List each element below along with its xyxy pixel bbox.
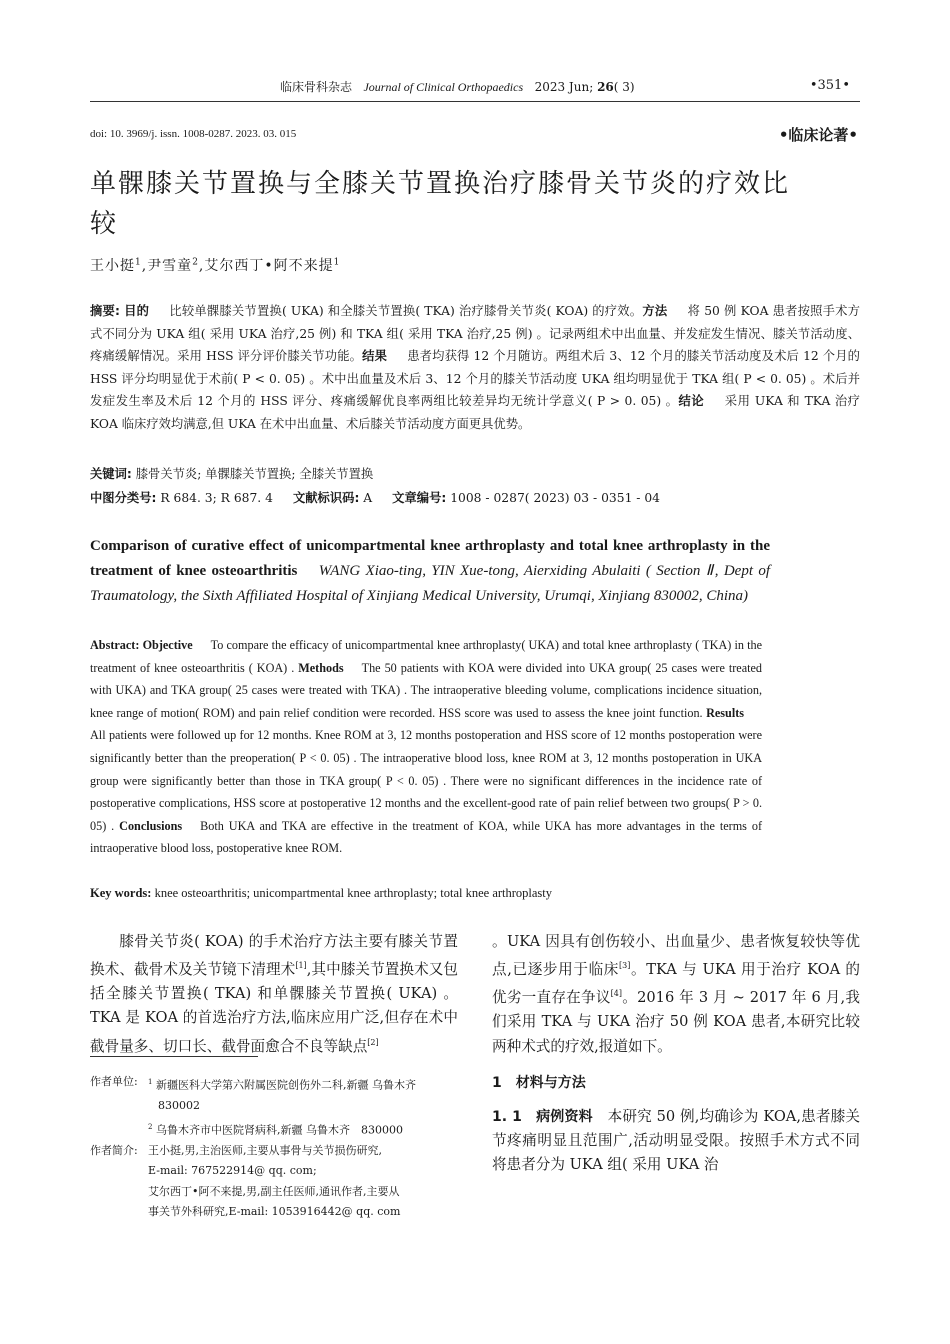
doi: doi: 10. 3969/j. issn. 1008-0287. 2023. 03. 015 [90,128,297,140]
footnote-unit-2 [90,1117,470,1141]
affiliation-mark: 1 [135,257,142,268]
author-name: 王小挺 [90,258,135,274]
intro-text: 。TKA 与 UKA 用于治疗 KOA 的优劣一直存在争议 [492,961,860,1007]
unit-text: 新疆医科大学第六附属医院创伤外二科,新疆 乌鲁木齐 [155,1078,416,1092]
author-email: 事关节外科研究,E-mail: 1053916442@ qq. com [148,1205,401,1219]
results-label-en: Results [706,705,745,720]
body-column-right [492,930,860,1178]
objective-label: 目的 [124,304,150,318]
header-rule [90,101,860,102]
unit-number: 1 [148,1078,153,1086]
authors-en: WANG Xiao-ting, YIN Xue-tong, Aierxiding Abulaiti [318,563,641,579]
doc-code-label: 文献标识码: [292,491,360,505]
body-column-left [90,930,458,1059]
methods-label-en: Methods [298,660,344,675]
abstract-label-en: Abstract: [90,638,140,652]
citation: [4] [610,989,623,999]
citation: [1] [295,961,307,971]
clc-value: R 684. 3; R 687. 4 [160,491,273,505]
abstract-label: 摘要: [90,304,120,318]
running-header [0,78,950,100]
keywords-text-en: knee osteoarthritis; unicompartmental knee arthroplasty; total knee arthroplasty [154,886,553,900]
article-title-en: Comparison of curative effect of unicompartmental knee arthroplasty and total knee arthroplasty in the treatment of knee osteoarthritis [90,538,770,579]
volume: 26 [597,80,614,94]
affiliation-mark: 2 [192,257,199,268]
objective-label-en: Objective [142,638,193,652]
affiliation-mark: 1 [333,257,341,268]
column-tag: •临床论著• [778,126,858,144]
unit-postcode: 830002 [158,1099,200,1113]
keywords-cn [90,464,860,482]
footnote-rule [90,1056,258,1057]
citation: [3] [619,961,631,971]
author-name: 尹雪童 [147,258,193,274]
author-intro-text: 王小挺,男,主治医师,主要从事骨与关节损伤研究, [148,1143,382,1157]
intro-text: ,其中膝关节置换术又包括全膝关节置换( TKA) 和单髁膝关节置换( UKA) 。TKA 是 KOA 的首选治疗方法,临床应用广泛,但存在术中截骨量多、切口长、截骨面愈合不良等缺点 [90,961,458,1055]
footnote-author-2 [90,1182,470,1223]
unit-number: 2 [148,1122,153,1131]
footnotes [90,1072,470,1223]
classification-line [90,488,860,506]
footnote-unit-1 [90,1072,470,1117]
issue-prefix: 2023 Jun; [534,80,594,94]
intro-text: 。UKA 因具有创伤较小、出血量少、患者恢复较快等优点,已逐步用于临床 [492,933,860,979]
journal-name-cn: 临床骨科杂志 [280,80,353,94]
author-list-cn: 王小挺$^1$,尹雪童$^2$,艾尔西丁•阿不来提$^1$ [90,257,341,274]
clc-label: 中图分类号: [90,491,157,505]
intro-paragraph [90,930,458,1059]
abstract-en [90,634,762,860]
subsection-heading: 1. 1 病例资料 [492,1108,593,1125]
intro-continued [492,930,860,1059]
methods-text: 将 50 例 KOA 患者按照手术方式不同分为 UKA 组( 采用 UKA 治疗,25 例) 和 TKA 组( 采用 TKA 治疗,25 例) 。记录两组术中出血量、并发症发生情况、膝关节活动度、疼痛缓解情况。采用 HSS 评分评价膝关节功能。 [90,304,860,363]
page-number: •351• [809,78,850,93]
unit-label: 作者单位: [90,1075,138,1088]
conclusions-text-en: Both UKA and TKA are effective in the treatment of KOA, while UKA has more advantages in the terms of intraoperative blood loss, postoperative knee ROM. [90,818,763,856]
results-text-en: All patients were followed up for 12 months. Knee ROM at 3, 12 months postoperation and HSS score of 12 months postoperation were significantly better than the preoperation( P < 0. 05) . The intraoperative blood loss, knee ROM at 3, 12 months postoperation in UKA group were significantly better than those in TKA group( P < 0. 05) . There were no significant differences in the incidence rate of postoperative complications, HSS score at postoperative 12 months and the excellent-good rate of pain relief between two groups( P > 0. 05) . [90,728,762,833]
objective-text-en: To compare the efficacy of unicompartmental knee arthroplasty( UKA) and total knee arthroplasty ( TKA) in the treatment of knee osteoarthritis ( KOA) . [90,638,762,675]
footnote-author-1 [90,1141,470,1182]
keywords-en [90,886,552,901]
article-no-value: 1008 - 0287( 2023) 03 - 0351 - 04 [450,491,661,505]
conclusion-text: 采用 UKA 和 TKA 治疗 KOA 临床疗效均满意,但 UKA 在术中出血量、术后膝关节活动度方面更具优势。 [90,394,860,431]
author-intro-text: 艾尔西丁•阿不来提,男,副主任医师,通讯作者,主要从 [148,1184,400,1198]
author-name: 艾尔西丁•阿不来提 [204,258,334,274]
abstract-cn [90,300,860,435]
journal-info [280,78,635,95]
unit-text: 乌鲁木齐市中医院肾病科,新疆 乌鲁木齐 830000 [155,1123,403,1137]
doc-code-value: A [363,491,373,505]
issue-number: ( 3) [613,80,635,94]
section-heading: 1 材料与方法 [492,1074,586,1091]
intro-text: 膝骨关节炎( KOA) 的手术治疗方法主要有膝关节置换术、截骨术及关节镜下清理术 [90,933,458,979]
title-block-en [90,534,770,609]
case-text: 本研究 50 例,均确诊为 KOA,患者膝关节疼痛明显且范围广,活动明显受限。按照手术方式不同将患者分为 UKA 组( 采用 UKA 治 [492,1107,860,1174]
methods-text-en: The 50 patients with KOA were divided into UKA group( 25 cases were treated with UKA) and TKA group( 25 cases were treated with TKA) . The intraoperative bleeding volume, complications incidence situation, knee range of motion( ROM) and pain relief condition were recorded. HSS score was used to assess the knee joint function. [90,660,762,720]
keywords-label: 关键词: [90,467,132,481]
journal-name-en: Journal of Clinical Orthopaedics [363,80,524,94]
keywords-label-en: Key words: [90,886,152,900]
results-text: 患者均获得 12 个月随访。两组术后 3、12 个月的膝关节活动度及术后 12 个月的 HSS 评分均明显优于术前( P < 0. 05) 。术中出血量及术后 3、12 个月的膝关节活动度 UKA 组均明显优于 TKA 组( P < 0. 05) 。术后并发症发生率及术后 12 个月的 HSS 评分、疼痛缓解优良率两组比较差异均无统计学意义( P > 0. 05) 。 [90,349,860,408]
keywords-text: 膝骨关节炎; 单髁膝关节置换; 全膝关节置换 [135,467,374,481]
objective-text: 比较单髁膝关节置换( UKA) 和全膝关节置换( TKA) 治疗膝骨关节炎( KOA) 的疗效。 [169,304,643,318]
case-paragraph [492,1105,860,1178]
article-title-cn: 单髁膝关节置换与全膝关节置换治疗膝骨关节炎的疗效比较 [90,169,791,239]
citation: [2] [367,1037,379,1047]
conclusions-label-en: Conclusions [119,818,183,833]
conclusion-label: 结论 [678,394,705,408]
author-email: E-mail: 767522914@ qq. com; [148,1164,317,1178]
results-label: 结果 [362,349,388,363]
methods-label: 方法 [642,304,668,318]
intro-text: 。2016 年 3 月 ~ 2017 年 6 月,我们采用 TKA 与 UKA 治疗 50 例 KOA 患者,本研究比较两种术式的疗效,报道如下。 [492,989,860,1055]
affiliation-en: ( Section Ⅱ, Dept of Traumatology, the Sixth Affiliated Hospital of Xinjiang Medical University, Urumqi, Xinjiang 830002, China) [90,563,770,604]
author-intro-label: 作者简介: [90,1143,138,1157]
article-no-label: 文章编号: [392,491,447,505]
